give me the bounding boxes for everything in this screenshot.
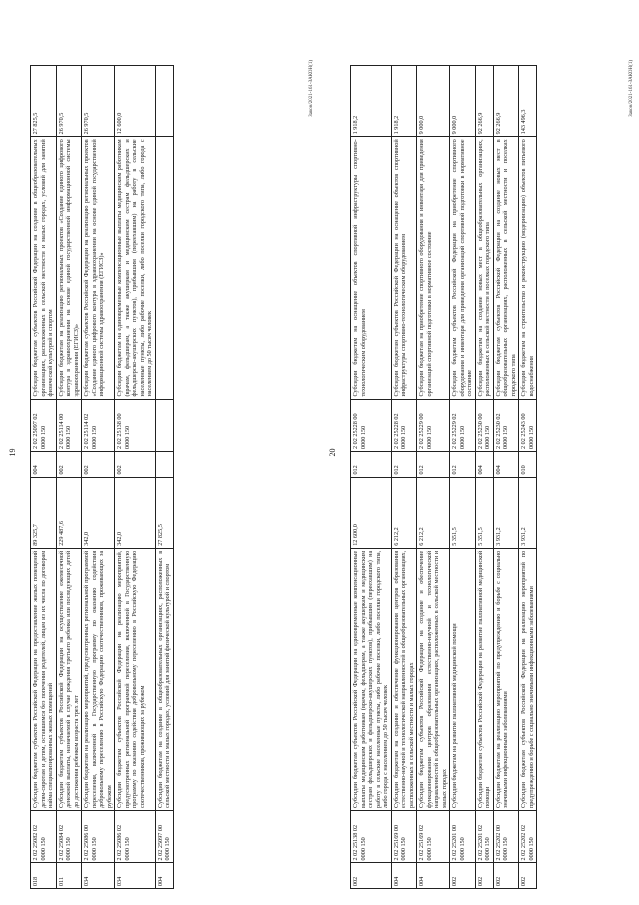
description-cell: Субсидии бюджетам на единовременные компенсационные выплаты медицинским работникам (врачам, фельдшерам, а также акушеркам и медицинским сестрам фельдшерских и фельдшерско-акушерских пунктов), прибывшим (переехавшим) на работу в сельские населенные пункты, либо рабочие поселки, либо поселки городского типа, либо города с населением до 50 тысяч человек xyxy=(115,137,156,399)
admin-code-cell: 004 xyxy=(493,451,519,477)
description-cell: Субсидии бюджетам субъектов Российской Федерации на единовременные компенсационные выплаты медицинским работникам (врачам, фельдшерам, а также акушеркам и медицинским сестрам фельдшерских и фельдшерско-акушерских пунктов), прибывшим (переехавшим) на работу в сельские населенные пункты, либо рабочие поселки, либо поселки городского типа, либо города с населением до 50 тысяч человек xyxy=(351,548,392,810)
revenue-table-right xyxy=(350,65,537,889)
admin-code-cell: 012 xyxy=(450,451,476,477)
table-row xyxy=(391,66,417,889)
budget-code-cell: 2 02 25243 00 0000 150 xyxy=(519,399,537,451)
table-row xyxy=(475,66,493,889)
budget-code-cell: 2 02 25201 00 0000 150 xyxy=(450,811,476,863)
amount-cell: 9 000,0 xyxy=(417,66,450,137)
page-20 xyxy=(320,0,639,905)
description-cell: Субсидии бюджетам субъектов Российской Федерации на предоставление жилых помещений детям-сиротам и детям, оставшимся без попечения родителей, лицам из их числа по договорам найма специализированных жилых помещений xyxy=(31,548,57,810)
budget-code-cell: 2 02 25201 02 0000 150 xyxy=(475,811,493,863)
budget-code-cell: 2 02 25229 00 0000 150 xyxy=(417,399,450,451)
table-row xyxy=(115,66,156,889)
table-row xyxy=(56,66,82,889)
budget-code-cell: 2 02 25138 00 0000 150 xyxy=(115,399,156,451)
budget-code-cell xyxy=(155,399,173,451)
admin-code-cell: 002 xyxy=(475,863,493,889)
admin-code-cell: 010 xyxy=(519,451,537,477)
amount-cell: 5 351,5 xyxy=(475,477,493,548)
budget-code-cell: 2 02 25097 00 0000 150 xyxy=(155,811,173,863)
admin-code-cell: 004 xyxy=(475,451,493,477)
admin-code-cell: 002 xyxy=(351,863,392,889)
description-cell: Субсидии бюджетам субъектов Российской Федерации на осуществление ежемесячной денежной выплаты, назначаемой в случае рождения третьего ребенка или последующих детей до достижения ребенком возраста трех лет xyxy=(56,548,82,810)
amount-cell: 342,0 xyxy=(82,477,115,548)
admin-code-cell: 004 xyxy=(391,863,417,889)
table-body xyxy=(351,66,537,889)
admin-code-cell: 002 xyxy=(450,863,476,889)
budget-code-cell: 2 02 25114 00 0000 150 xyxy=(56,399,82,451)
amount-cell: 6 212,2 xyxy=(417,477,450,548)
amount-cell: 26 970,5 xyxy=(82,66,115,137)
amount-cell: 342,0 xyxy=(115,477,156,548)
page-20-rotated-content xyxy=(320,0,639,905)
budget-code-cell: 2 02 25228 00 0000 150 xyxy=(351,399,392,451)
amount-cell: 1 918,2 xyxy=(391,66,417,137)
budget-code-cell: 2 02 25138 02 0000 150 xyxy=(351,811,392,863)
amount-cell xyxy=(155,66,173,137)
amount-cell: 12 600,0 xyxy=(115,66,156,137)
amount-cell: 5 351,5 xyxy=(450,477,476,548)
admin-code-cell: 002 xyxy=(519,863,537,889)
description-cell: Субсидии бюджетам на создание в общеобразовательных организациях, расположенных в сельской местности и малых городах, условий для занятий физической культурой и спортом xyxy=(155,548,173,810)
description-cell: Субсидии бюджетам субъектов Российской Федерации на оснащение объектов спортивной инфраструктуры спортивно-технологическим оборудованием xyxy=(391,137,417,399)
admin-code-cell: 002 xyxy=(115,451,156,477)
budget-code-cell: 2 02 25114 02 0000 150 xyxy=(82,399,115,451)
table-row xyxy=(351,66,392,889)
admin-code-cell: 034 xyxy=(82,863,115,889)
description-cell: Субсидии бюджетам субъектов Российской Федерации на приобретение спортивного оборудования и инвентаря для приведения организаций спортивной подготовки в нормативное состояние xyxy=(450,137,476,399)
table-row xyxy=(519,66,537,889)
description-cell: Субсидии бюджетам субъектов Российской Федерации на создание новых мест в общеобразовательных организациях, расположенных в сельской местности и поселках городского типа xyxy=(493,137,519,399)
budget-code-cell: 2 02 25202 00 0000 150 xyxy=(493,811,519,863)
revenue-table-left xyxy=(30,65,174,889)
amount-cell: 89 325,7 xyxy=(31,477,57,548)
budget-code-cell: 2 02 25086 00 0000 150 xyxy=(82,811,115,863)
description-cell: Субсидии бюджетам на создание новых мест в общеобразовательных организациях, расположенных в сельской местности и поселках городского типа xyxy=(475,137,493,399)
table-row xyxy=(155,66,173,889)
amount-cell: 27 825,5 xyxy=(155,477,173,548)
description-cell: Субсидии бюджетам на создание и обеспечение функционирования центров образования естественно-научной и технологической направленностей в общеобразовательных организациях, расположенных в сельской местности и малых городах xyxy=(391,548,417,810)
table-row xyxy=(450,66,476,889)
amount-cell: 143 496,3 xyxy=(519,66,537,137)
admin-code-cell: 011 xyxy=(56,863,82,889)
budget-code-cell: 2 02 25202 02 0000 150 xyxy=(519,811,537,863)
description-cell: Субсидии бюджетам субъектов Российской Федерации на развитие паллиативной медицинской помощи xyxy=(475,548,493,810)
table-row xyxy=(493,66,519,889)
description-cell: Субсидии бюджетам на реализацию мероприятий по предупреждению и борьбе с социально значимыми инфекционными заболеваниями xyxy=(493,548,519,810)
description-cell: Субсидии бюджетам на приобретение спортивного оборудования и инвентаря для приведения организаций спортивной подготовки в нормативное состояние xyxy=(417,137,450,399)
description-cell: Субсидии бюджетам на реализацию региональных проектов «Создание единого цифрового контура в здравоохранении на основе единой государственной информационной системы здравоохранения (ЕГИСЗ)» xyxy=(56,137,82,399)
amount-cell: 229 487,6 xyxy=(56,477,82,548)
admin-code-cell: 012 xyxy=(391,451,417,477)
amount-cell: 1 918,2 xyxy=(351,66,392,137)
admin-code-cell: 002 xyxy=(56,451,82,477)
description-cell: Субсидии бюджетам субъектов Российской Федерации на реализацию региональных проектов «Создание единого цифрового контура в здравоохранении на основе единой государственной информационной системы здравоохранения (ЕГИСЗ)» xyxy=(82,137,115,399)
page-number: 20 xyxy=(328,448,337,457)
description-cell: Субсидии бюджетам субъектов Российской Федерации на создание в общеобразовательных организациях, расположенных в сельской местности и малых городах, условий для занятий физической культурой и спортом xyxy=(31,137,57,399)
admin-code-cell: 004 xyxy=(31,451,57,477)
document-footer: Закон/2021-161-ЗАКОН(1) xyxy=(629,60,634,117)
description-cell xyxy=(155,137,173,399)
budget-code-cell: 2 02 25086 02 0000 150 xyxy=(115,811,156,863)
amount-cell: 26 970,5 xyxy=(56,66,82,137)
description-cell: Субсидии бюджетам субъектов Российской Федерации на реализацию мероприятий, предусмотренных региональной программой переселения, включенной в Государственную программу по оказанию содействия добровольному переселению в Российскую Федерацию соотечественников, проживающих за рубежом xyxy=(115,548,156,810)
table-row xyxy=(82,66,115,889)
page-number: 19 xyxy=(8,448,17,457)
budget-code-cell: 2 02 25084 02 0000 150 xyxy=(56,811,82,863)
admin-code-cell: 018 xyxy=(31,863,57,889)
admin-code-cell: 002 xyxy=(82,451,115,477)
budget-code-cell: 2 02 25230 00 0000 150 xyxy=(475,399,493,451)
description-cell: Субсидии бюджетам на развитие паллиативной медицинской помощи xyxy=(450,548,476,810)
admin-code-cell: 004 xyxy=(417,863,450,889)
amount-cell: 3 931,2 xyxy=(519,477,537,548)
amount-cell: 92 266,9 xyxy=(475,66,493,137)
admin-code-cell xyxy=(155,451,173,477)
admin-code-cell: 004 xyxy=(155,863,173,889)
budget-code-cell: 2 02 25228 02 0000 150 xyxy=(391,399,417,451)
amount-cell: 3 931,2 xyxy=(493,477,519,548)
table-body xyxy=(31,66,174,889)
budget-code-cell: 2 02 25229 02 0000 150 xyxy=(450,399,476,451)
budget-code-cell: 2 02 25169 02 0000 150 xyxy=(417,811,450,863)
amount-cell: 12 600,0 xyxy=(351,477,392,548)
amount-cell: 9 000,0 xyxy=(450,66,476,137)
description-cell: Субсидии бюджетам на оснащение объектов спортивной инфраструктуры спортивно-технологическим оборудованием xyxy=(351,137,392,399)
budget-code-cell: 2 02 25230 02 0000 150 xyxy=(493,399,519,451)
description-cell: Субсидии бюджетам на строительство и реконструкцию (модернизацию) объектов питьевого водоснабжения xyxy=(519,137,537,399)
amount-cell: 92 266,9 xyxy=(493,66,519,137)
admin-code-cell: 012 xyxy=(351,451,392,477)
document-footer: Закон/2021-161-ЗАКОН(1) xyxy=(309,60,314,117)
admin-code-cell: 034 xyxy=(115,863,156,889)
table-row xyxy=(31,66,57,889)
description-cell: Субсидии бюджетам субъектов Российской Федерации на реализацию мероприятий по предупреждению и борьбе с социально значимыми инфекционными заболеваниями xyxy=(519,548,537,810)
budget-code-cell: 2 02 25097 02 0000 150 xyxy=(31,399,57,451)
description-cell: Субсидии бюджетам субъектов Российской Федерации на создание и обеспечение функционирования центров образования естественно-научной и технологической направленностей в общеобразовательных организациях, расположенных в сельской местности и малых городах xyxy=(417,548,450,810)
amount-cell: 27 825,5 xyxy=(31,66,57,137)
admin-code-cell: 002 xyxy=(493,863,519,889)
budget-code-cell: 2 02 25082 02 0000 150 xyxy=(31,811,57,863)
amount-cell: 6 212,2 xyxy=(391,477,417,548)
admin-code-cell: 012 xyxy=(417,451,450,477)
description-cell: Субсидии бюджетам на реализацию мероприятий, предусмотренных региональной программой переселения, включенной в Государственную программу по оказанию содействия добровольному переселению в Российскую Федерацию соотечественников, проживающих за рубежом xyxy=(82,548,115,810)
table-row xyxy=(417,66,450,889)
budget-code-cell: 2 02 25169 00 0000 150 xyxy=(391,811,417,863)
